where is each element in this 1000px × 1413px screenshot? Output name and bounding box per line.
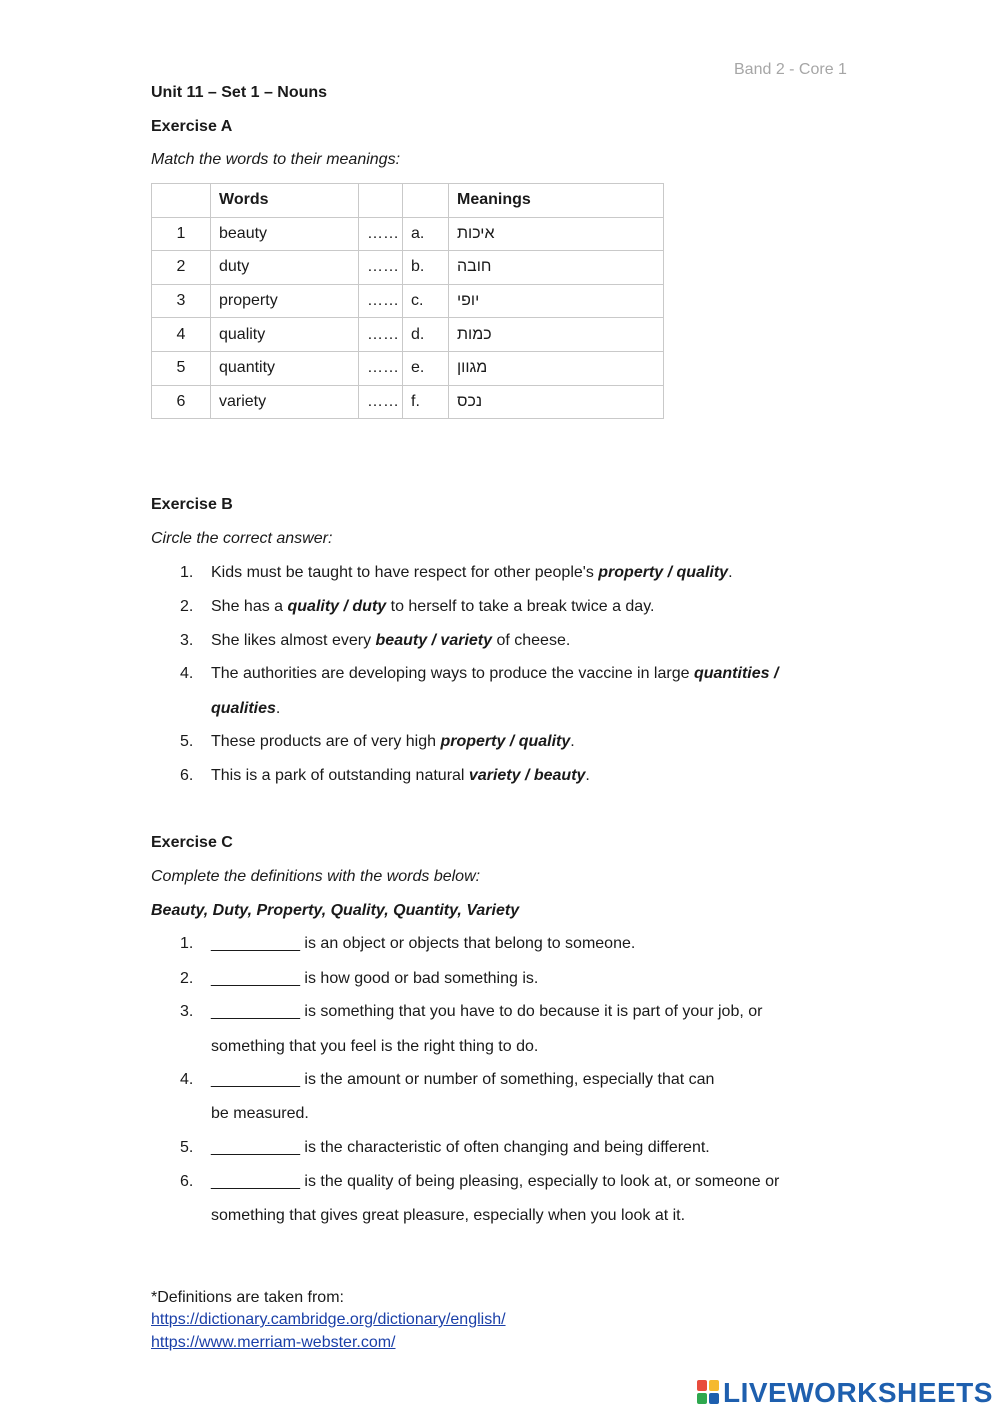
sentence-text: .: [275, 700, 281, 717]
row-number: 1: [152, 217, 211, 251]
item-sentence: [211, 598, 654, 616]
sentence-text: .: [570, 733, 575, 750]
item-number: 6.: [180, 1173, 194, 1190]
item-definition: [211, 935, 635, 953]
row-letter: c.: [403, 284, 449, 318]
item-number: 1.: [180, 564, 194, 581]
item-definition: [211, 1071, 714, 1089]
row-letter: f.: [403, 385, 449, 419]
row-word: variety: [211, 385, 359, 419]
row-number: 3: [152, 284, 211, 318]
answer-blank[interactable]: ……: [359, 217, 403, 251]
item-number: 5.: [180, 1139, 194, 1156]
merriam-webster-link[interactable]: https://www.merriam-webster.com/: [151, 1334, 396, 1351]
row-word: property: [211, 284, 359, 318]
sentence-text: of cheese.: [492, 632, 571, 649]
row-meaning: [449, 385, 664, 419]
answer-blank[interactable]: __________: [211, 1173, 300, 1190]
item-number: 3.: [180, 632, 194, 649]
row-letter: b.: [403, 251, 449, 285]
exercise-a-heading: Exercise A: [151, 118, 233, 135]
row-letter: d.: [403, 318, 449, 352]
answer-blank[interactable]: ……: [359, 284, 403, 318]
table-row: [152, 351, 664, 385]
header-words: Words: [211, 184, 359, 218]
cambridge-link[interactable]: https://dictionary.cambridge.org/dictionary/english/: [151, 1311, 506, 1328]
table-row: [152, 251, 664, 285]
row-number: 5: [152, 351, 211, 385]
answer-choice[interactable]: variety / beauty: [468, 767, 586, 784]
item-number: 3.: [180, 1003, 194, 1020]
sentence-text: The authorities are developing ways to produce the vaccine in large: [211, 665, 694, 682]
row-word: duty: [211, 251, 359, 285]
exercise-a-instruction: Match the words to their meanings:: [151, 151, 401, 168]
footer-note: *Definitions are taken from:: [151, 1289, 344, 1306]
answer-blank[interactable]: __________: [211, 1071, 300, 1088]
row-meaning: [449, 351, 664, 385]
item-sentence: [211, 767, 590, 785]
item-sentence: [211, 733, 575, 751]
meaning-text: כמות: [457, 325, 492, 343]
answer-blank[interactable]: __________: [211, 1139, 300, 1156]
meaning-text: יופי: [457, 292, 480, 310]
answer-blank[interactable]: ……: [359, 351, 403, 385]
exercise-c-instruction: Complete the definitions with the words below:: [151, 868, 481, 885]
item-definition: [211, 1003, 762, 1021]
table-row: [152, 318, 664, 352]
row-number: 6: [152, 385, 211, 419]
row-meaning: [449, 318, 664, 352]
answer-choice[interactable]: quality / duty: [287, 598, 387, 615]
answer-blank[interactable]: __________: [211, 935, 300, 952]
answer-blank[interactable]: ……: [359, 318, 403, 352]
exercise-b-heading: Exercise B: [151, 496, 233, 513]
definition-text: is an object or objects that belong to someone.: [299, 935, 636, 952]
answer-blank[interactable]: __________: [211, 970, 300, 987]
header-blank-cell: [359, 184, 403, 218]
definition-text: something that gives great pleasure, especially when you look at it.: [211, 1207, 686, 1224]
answer-choice[interactable]: property / quality: [598, 564, 729, 581]
answer-choice[interactable]: beauty / variety: [375, 632, 493, 649]
logo-text: LIVEWORKSHEETS: [723, 1377, 993, 1408]
header-meanings: Meanings: [449, 184, 664, 218]
exercise-c-heading: Exercise C: [151, 834, 233, 851]
answer-blank[interactable]: __________: [211, 1003, 300, 1020]
row-word: quantity: [211, 351, 359, 385]
item-definition: [211, 1173, 779, 1191]
row-word: beauty: [211, 217, 359, 251]
row-meaning: [449, 251, 664, 285]
sentence-text: to herself to take a break twice a day.: [386, 598, 655, 615]
item-sentence: [211, 665, 778, 683]
table-row: [152, 385, 664, 419]
item-number: 5.: [180, 733, 194, 750]
definition-text: is the amount or number of something, especially that can: [299, 1071, 715, 1088]
item-sentence: [211, 632, 570, 650]
definition-text: is how good or bad something is.: [299, 970, 539, 987]
matching-table: [151, 183, 664, 419]
page-title: Unit 11 – Set 1 – Nouns: [151, 84, 328, 101]
item-definition: [211, 970, 538, 988]
sentence-text: She has a: [211, 598, 288, 615]
definition-text: is the characteristic of often changing and being different.: [299, 1139, 710, 1156]
exercise-b-instruction: Circle the correct answer:: [151, 530, 333, 547]
definition-text: is something that you have to do because it is part of your job, or: [299, 1003, 763, 1020]
sentence-text: This is a park of outstanding natural: [211, 767, 469, 784]
item-number: 1.: [180, 935, 194, 952]
sentence-text: .: [728, 564, 733, 581]
row-letter: a.: [403, 217, 449, 251]
item-sentence: [211, 700, 280, 718]
header-letter-cell: [403, 184, 449, 218]
sentence-text: These products are of very high: [211, 733, 441, 750]
answer-choice[interactable]: qualities: [211, 700, 276, 717]
word-bank: Beauty, Duty, Property, Quality, Quantity, Variety: [151, 902, 520, 919]
footer-link-merriam: [151, 1334, 396, 1352]
item-number: 4.: [180, 665, 194, 682]
footer-link-cambridge: [151, 1311, 506, 1329]
item-number: 2.: [180, 970, 194, 987]
item-number: 2.: [180, 598, 194, 615]
table-row: [152, 217, 664, 251]
item-number: 4.: [180, 1071, 194, 1088]
meaning-text: מגוון: [457, 359, 488, 377]
row-letter: e.: [403, 351, 449, 385]
liveworksheets-logo[interactable]: [697, 1378, 993, 1408]
meaning-text: חובה: [457, 258, 492, 276]
answer-blank[interactable]: ……: [359, 385, 403, 419]
item-definition: [211, 1139, 710, 1157]
definition-text: be measured.: [211, 1105, 309, 1122]
meaning-text: איכות: [457, 224, 495, 242]
answer-choice[interactable]: property / quality: [440, 733, 571, 750]
table-header-row: [152, 184, 664, 218]
table-row: [152, 284, 664, 318]
item-sentence: [211, 564, 733, 582]
definition-text: is the quality of being pleasing, especially to look at, or someone or: [299, 1173, 780, 1190]
meaning-text: נכס: [457, 392, 483, 410]
sentence-text: She likes almost every: [211, 632, 376, 649]
row-meaning: [449, 217, 664, 251]
sentence-text: .: [585, 767, 590, 784]
row-meaning: [449, 284, 664, 318]
sentence-text: Kids must be taught to have respect for other people's: [211, 564, 599, 581]
definition-text: something that you feel is the right thing to do.: [211, 1038, 539, 1055]
header-num-cell: [152, 184, 211, 218]
band-label: Band 2 - Core 1: [734, 61, 847, 78]
row-number: 4: [152, 318, 211, 352]
item-number: 6.: [180, 767, 194, 784]
answer-choice[interactable]: quantities /: [693, 665, 779, 682]
logo-grid-icon: [697, 1380, 721, 1406]
answer-blank[interactable]: ……: [359, 251, 403, 285]
row-number: 2: [152, 251, 211, 285]
row-word: quality: [211, 318, 359, 352]
